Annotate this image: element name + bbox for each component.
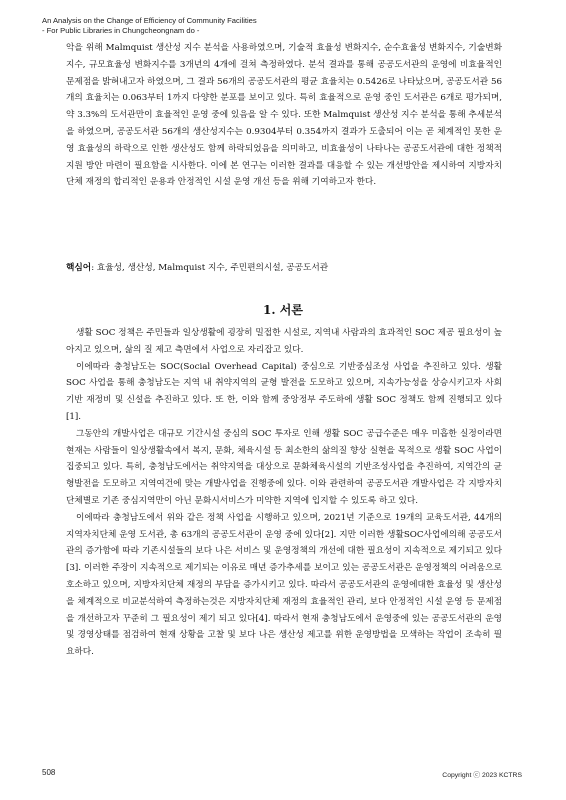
keywords-line — [66, 261, 502, 275]
keywords-label: 핵심어 — [66, 263, 92, 273]
header-title-line: An Analysis on the Change of Efficiency of Community Facilities — [42, 16, 257, 25]
copyright-notice: Copyright ⓒ 2023 KCTRS — [442, 772, 522, 779]
intro-paragraph: 이에따라 충청남도에서 위와 같은 정책 사업을 시행하고 있으며, 2021년 기준으로 19개의 교육도서관, 44개의 지역자치단체 운영 도서관, 총 63개의 공공도서관이 운영 중에 있다[2]. 지만 이러한 생활SOC사업에의해 공공도서관의 증가함에 따라 기존시설들의 보다 나은 서비스 및 운영정책의 개선에 대한 필요성이 지속적으로 제기되고 있다[3]. 이러한 주장이 지속적으로 제기되는 이유로 매년 증가추세를 보이고 있는 공공도서관은 운영정책의 어려움으로 호소하고 있으며, 지방자치단체 재정의 부담을 증가시키고 있다. 따라서 공공도서관의 운영에대한 효율성 및 생산성을 체계적으로 비교분석하여 측정하는것은 지방자치단체 재정의 효율적인 관리, 보다 안정적인 시설 운영 등 문제점을 개선하고자 꾸준히 그 필요성이 제기 되고 있다[4]. 따라서 현재 충청남도에서 운영중에 있는 공공도서관의 운영 및 경영상태를 점검하여 현재 상황을 고찰 및 보다 나은 생산성 제고를 위한 운영방법을 모색하는 작업이 조속히 필요하다. — [66, 512, 502, 658]
intro-paragraph: 이에따라 충청남도는 SOC(Social Overhead Capital) 중심으로 기반중심조성 사업을 추진하고 있다. 생활 SOC 사업을 통해 충청남도는 지역 내 취약지역의 균형 발전을 도모하고 있으며, 지속가능성을 상승시키고자 사회기반 재정비 및 신설을 추진하고 있다. 또 한, 이와 함께 중앙정부 주도하에 생활 SOC 정책도 함께 진행되고 있다[1]. — [66, 361, 502, 422]
running-header — [42, 16, 522, 36]
introduction-body — [66, 325, 502, 661]
abstract-paragraph: 악을 위해 Malmquist 생산성 지수 분석을 사용하였으며, 기술적 효율성 변화지수, 순수효율성 변화지수, 기술변화지수, 규모효율성 변화지수를 3개년의 4개에 걸쳐 측정하였다. 분석 결과를 통해 공공도서관의 운영에 비효율적인 문제점을 밝혀내고자 하였으며, 그 결과 56개의 공공도서관의 평균 효율치는 0.5426로 나타났으며, 공공도서관 56개의 효율치는 0.063부터 1까지 다양한 분포를 보이고 있다. 특히 효율적으로 운영 중인 도서관은 6개로 평가되며, 약 3.3%의 도서관만이 효율적인 운영 중에 있음을 알 수 있다. 또한 Malmquist 생산성 지수 분석을 통해 추세분석을 하였으며, 공공도서관 56개의 생산성지수는 0.9304부터 0.354까지 결과가 도출되어 이는 곧 체계적인 못한 운영 효율성의 하락으로 인한 생산성도 함께 하락되었음을 의미하고, 비효율성이 나타나는 공공도서관에 대한 정책적 지원 방안 마련이 필요함을 시사한다. 이에 본 연구는 이러한 결과를 대응할 수 있는 개선방안을 제시하여 지방자치단체 재정의 합리적인 운용과 안정적인 시설 운영 개선 등을 위해 기여하고자 한다. — [66, 43, 502, 188]
page-number: 508 — [42, 768, 56, 777]
section-title: 1. 서론 — [263, 303, 303, 317]
keywords-list: : 효율성, 생산성, Malmquist 지수, 주민편의시설, 공공도서관 — [91, 263, 329, 273]
header-subtitle-line: - For Public Libraries in Chungcheongnam do - — [42, 26, 200, 35]
intro-paragraph: 그동안의 개발사업은 대규모 기간시설 중심의 SOC 투자로 인해 생활 SOC 공급수준은 매우 미흡한 실정이라면 현재는 사람들이 일상생활속에서 복지, 문화, 체육시설 등 최소한의 삶의질 향상 실현을 목적으로 생활 SOC 사업이 집중되고 있다. 특히, 충청남도에서는 취약지역을 대상으로 문화체육시설의 기반조성사업을 추진하여, 지역간의 균형발전을 도모하고 지역여건에 맞는 개발사업을 진행중에 있다. 이와 관련하여 공공도서관 개발사업은 각 지방자치단체별로 기존 중심지역만이 아닌 문화시서비스가 미약한 지역에 입지할 수 있도록 하고 있다. — [66, 428, 502, 506]
intro-paragraph: 생활 SOC 정책은 주민들과 일상생활에 굉장히 밀접한 시설로, 지역내 사람과의 효과적인 SOC 제공 필요성이 높아지고 있으며, 삶의 질 제고 측면에서 사업으로 자리잡고 있다. — [66, 328, 502, 355]
